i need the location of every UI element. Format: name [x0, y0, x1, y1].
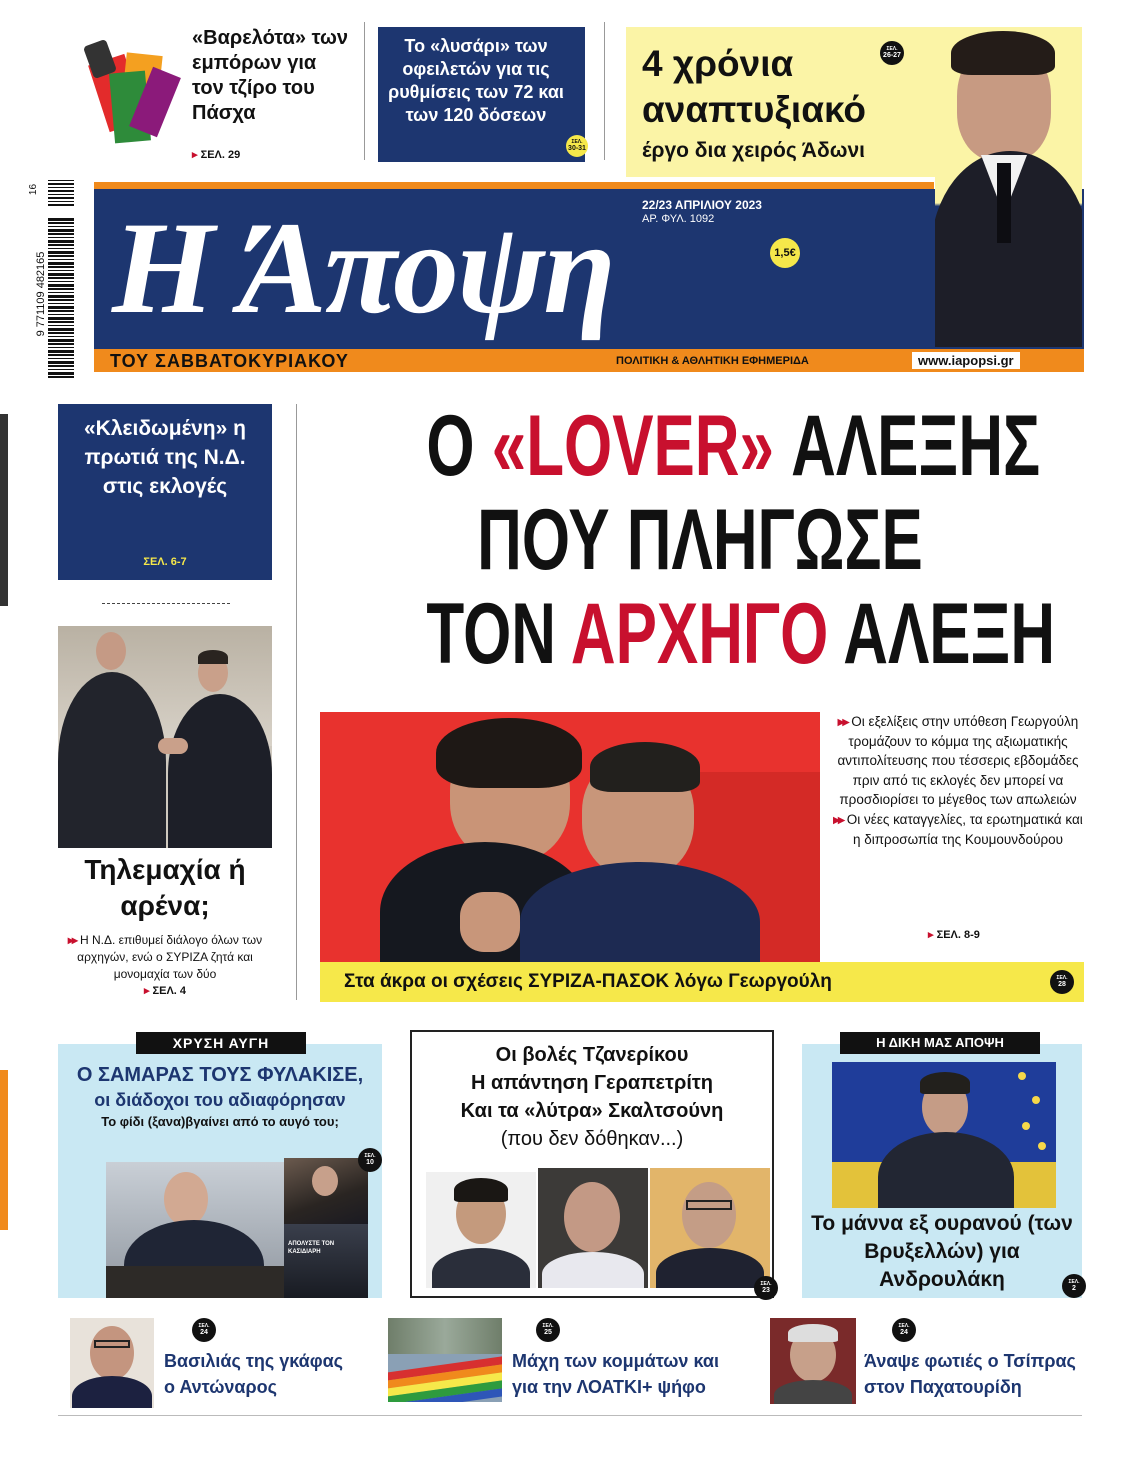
golden-dawn-photo-2: [284, 1224, 368, 1298]
golden-dawn-sub: Το φίδι (ξανα)βγαίνει από το αυγό του;: [101, 1114, 339, 1129]
golden-dawn-photo-1: [284, 1158, 368, 1224]
lgbt-title: Μάχη των κομμάτων και για την ΛΟΑΤΚΙ+ ψήφο: [512, 1351, 719, 1397]
masthead-top-stripe: [94, 182, 934, 189]
column-divider: [296, 404, 297, 1000]
barcode: [28, 178, 78, 378]
bottom-item-antonaros[interactable]: [70, 1318, 390, 1408]
volleys-line-2: Η απάντηση Γεραπετρίτη: [470, 1072, 714, 1094]
adonis-subtitle: έργο δια χειρός Άδωνι: [642, 139, 865, 162]
golden-dawn-title-2: οι διάδοχοι του αδιαφόρησαν: [94, 1090, 346, 1110]
price-badge: 1,5€: [770, 238, 800, 268]
volleys-line-3: Και τα «λύτρα» Σκαλτσούνη: [460, 1100, 724, 1122]
opinion-label: Η ΔΙΚΗ ΜΑΣ ΑΠΟΨΗ: [840, 1032, 1040, 1054]
volleys-line-1: Οι βολές Τζανερίκου: [495, 1044, 689, 1066]
hug-photo: [320, 712, 820, 962]
issue-date: 22/23 ΑΠΡΙΛΙΟΥ 2023: [642, 198, 762, 212]
top-divider: [364, 22, 365, 160]
antonaros-photo: [70, 1318, 154, 1408]
opinion-box[interactable]: [802, 1035, 1082, 1298]
locked-title: «Κλειδωμένη» η πρωτιά της Ν.Δ. στις εκλογές: [84, 417, 246, 498]
opinion-page-badge: ΣΕΛ. 2: [1062, 1274, 1086, 1298]
main-headline[interactable]: [320, 398, 1080, 688]
skaltsounis-photo: [650, 1168, 770, 1288]
locked-lead-box[interactable]: [58, 404, 272, 580]
debt-page-badge: ΣΕΛ. 30-31: [566, 135, 588, 157]
shopping-bags-image: [68, 28, 188, 168]
adonis-photo: [935, 27, 1082, 347]
headline-lover: «LOVER»: [491, 398, 774, 494]
antonaros-title: Βασιλιάς της γκάφας ο Αντώναρος: [164, 1351, 344, 1397]
masthead-title: Η Άποψη: [112, 194, 614, 341]
pasok-strip-text: Στα άκρα οι σχέσεις ΣΥΡΙΖΑ-ΠΑΣΟΚ λόγω Γεωργούλη: [344, 971, 832, 992]
top-divider-2: [604, 22, 605, 160]
golden-dawn-box[interactable]: [58, 1035, 382, 1298]
androulakis-photo: [832, 1062, 1056, 1208]
volleys-line-4: (που δεν δόθηκαν...): [500, 1128, 684, 1150]
debt-teaser[interactable]: [378, 27, 585, 162]
edge-mark-top: [0, 414, 8, 606]
lgbt-page-badge: ΣΕΛ. 25: [536, 1318, 560, 1342]
lead-text-2: ▸▸ Οι νέες καταγγελίες, τα ερωτηματικά και η διπροσωπία της Κουμουνδούρου: [833, 811, 1083, 847]
issue-number: ΑΡ. ΦΥΛ. 1092: [642, 213, 715, 225]
locked-ref: ΣΕΛ. 6-7: [143, 556, 187, 568]
pride-photo: [388, 1318, 502, 1402]
volleys-box[interactable]: [410, 1030, 774, 1298]
antonaros-page-badge: ΣΕΛ. 24: [192, 1318, 216, 1342]
easter-teaser[interactable]: [68, 18, 358, 168]
bottom-item-lgbt[interactable]: [388, 1318, 728, 1408]
pachatouridis-page-badge: ΣΕΛ. 24: [892, 1318, 916, 1342]
barcode-digits: 9 771109 482165: [35, 251, 47, 337]
volleys-page-badge: ΣΕΛ. 23: [754, 1276, 778, 1300]
pachatouridis-photo: [770, 1318, 856, 1404]
headline-line-3: ΤΟΝ ΑΡΧΗΓΟ ΑΛΕΞΗ: [426, 586, 1056, 682]
lead-text-1: ▸▸ Οι εξελίξεις στην υπόθεση Γεωργούλη τρομάζουν το κόμμα της αξιωματικής αντιπολίτευσης που τέσσερις εβδομάδες πριν από τις εκλογές δεν μπορεί να προσδιορίσει το μέγεθος των απωλειών: [837, 714, 1079, 808]
masthead-subtitle: ΤΟΥ ΣΑΒΒΑΤΟΚΥΡΙΑΚΟΥ: [110, 351, 349, 371]
pachatouridis-title: Άναψε φωτιές ο Τσίπρας στον Παχατουρίδη: [864, 1351, 1076, 1397]
bottom-item-pachatouridis[interactable]: [770, 1318, 1082, 1408]
lead-ref: ▸ ΣΕΛ. 8-9: [928, 929, 980, 941]
golden-dawn-page-badge: ΣΕΛ. 10: [358, 1148, 382, 1172]
golden-dawn-banner: ΑΠΟΛΥΣΤΕ ΤΟΝ ΚΑΣΙΔΙΑΡΗ: [288, 1241, 335, 1255]
samaras-photo: [106, 1162, 284, 1298]
golden-dawn-label: ΧΡΥΣΗ ΑΥΓΗ: [136, 1032, 306, 1054]
golden-dawn-title-1: Ο ΣΑΜΑΡΑΣ ΤΟΥΣ ΦΥΛΑΚΙΣΕ,: [76, 1064, 364, 1086]
masthead-tagline: ΠΟΛΙΤΙΚΗ & ΑΘΛΗΤΙΚΗ ΕΦΗΜΕΡΙΔΑ: [616, 355, 809, 367]
debt-title: Το «λυσάρι» των οφειλετών για τις ρυθμίσεις των 72 και των 120 δόσεων: [388, 36, 564, 125]
adonis-page-badge: ΣΕΛ. 26-27: [880, 41, 904, 65]
duel-photo: [58, 626, 272, 848]
headline-line-2: ΠΟΥ ΠΛΗΓΩΣΕ: [477, 492, 923, 588]
opinion-title: Το μάννα εξ ουρανού (των Βρυξελλών) για Ανδρουλάκη: [811, 1212, 1073, 1291]
lead-text: [832, 712, 1084, 849]
easter-title: «Βαρελότα» των εμπόρων για τον τζίρο του Πάσχα: [192, 27, 348, 124]
pasok-strip[interactable]: [320, 962, 1084, 1002]
dashed-divider: [102, 603, 230, 604]
gerapetritis-photo: [538, 1168, 648, 1288]
adonis-title: 4 χρόνια αναπτυξιακό: [642, 43, 866, 130]
easter-ref: ▸ ΣΕΛ. 29: [192, 149, 241, 161]
duel-ref: ▸ ΣΕΛ. 4: [143, 985, 187, 997]
headline-line-1: Ο «LOVER» ΑΛΕΞΗΣ: [426, 398, 1041, 494]
pasok-page-badge: ΣΕΛ. 28: [1050, 970, 1074, 994]
headline-leader: ΑΡΧΗΓΟ: [570, 586, 829, 682]
edge-mark-bottom: [0, 1070, 8, 1230]
website-link[interactable]: www.iapopsi.gr: [912, 352, 1020, 369]
barcode-issue: 16: [28, 183, 40, 196]
tzanerikos-photo: [426, 1172, 536, 1288]
duel-title[interactable]: Τηλεμαχία ή αρένα;: [84, 854, 246, 921]
duel-text: ▸▸ Η Ν.Δ. επιθυμεί διάλογο όλων των αρχηγών, ενώ ο ΣΥΡΙΖΑ ζητά και μονομαχία των δύο: [67, 933, 263, 981]
